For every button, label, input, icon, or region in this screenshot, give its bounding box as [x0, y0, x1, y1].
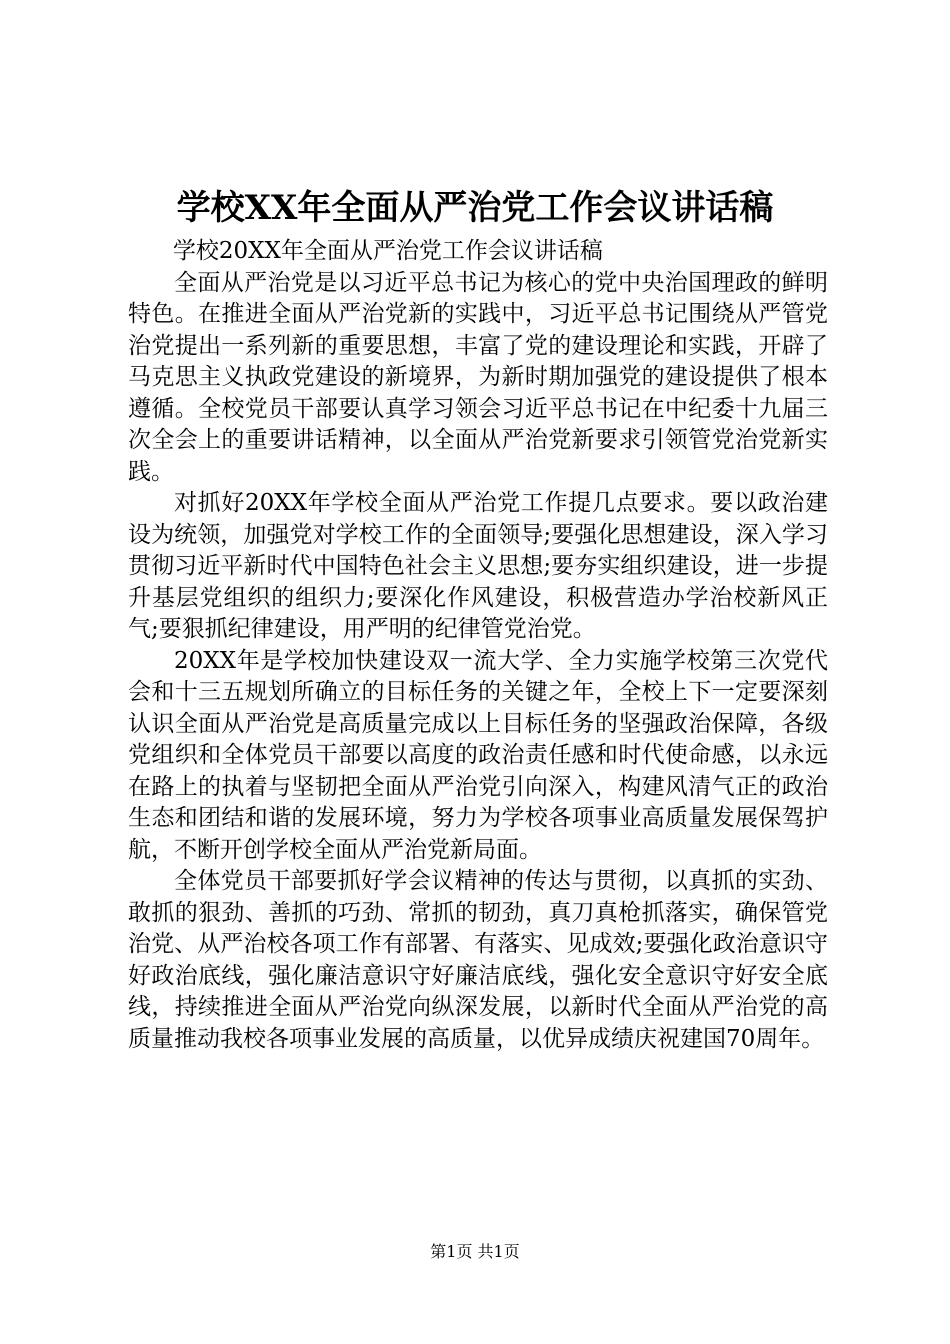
paragraph-3: 20XX年是学校加快建设双一流大学、全力实施学校第三次党代会和十三五规划所确立的目标任务的关键之年，全校上下一定要深刻认识全面从严治党是高质量完成以上目标任务的坚强政治保障，各级党组织和全体党员干部要以高度的政治责任感和时代使命感，以永远在路上的执着与坚韧把全面从严治党引向深入，构建风清气正的政治生态和团结和谐的发展环境，努力为学校各项事业高质量发展保驾护航，不断开创学校全面从严治党新局面。 — [128, 647, 828, 863]
document-subtitle: 学校20XX年全面从严治党工作会议讲话稿 — [172, 238, 603, 264]
paragraph-1: 全面从严治党是以习近平总书记为核心的党中央治国理政的鲜明特色。在推进全面从严治党新的实践中，习近平总书记围绕从严管党治党提出一系列新的重要思想，丰富了党的建设理论和实践，开辟了马克思主义执政党建设的新境界，为新时期加强党的建设提供了根本遵循。全校党员干部要认真学习领会习近平总书记在中纪委十九届三次全会上的重要讲话精神，以全面从严治党新要求引领管党治党新实践。 — [128, 269, 828, 485]
paragraph-4: 全体党员干部要抓好学会议精神的传达与贯彻，以真抓的实劲、敢抓的狠劲、善抓的巧劲、常抓的韧劲，真刀真枪抓落实，确保管党治党、从严治校各项工作有部署、有落实、见成效;要强化政治意识守好政治底线，强化廉洁意识守好廉洁底线，强化安全意识守好安全底线，持续推进全面从严治党向纵深发展，以新时代全面从严治党的高质量推动我校各项事业发展的高质量，以优异成绩庆祝建国70周年。 — [128, 868, 828, 1052]
document-title: 学校XX年全面从严治党工作会议讲话稿 — [176, 188, 774, 228]
page-footer: 第1页 共1页 — [430, 1242, 520, 1261]
paragraph-2: 对抓好20XX年学校全面从严治党工作提几点要求。要以政治建设为统领，加强党对学校工作的全面领导;要强化思想建设，深入学习贯彻习近平新时代中国特色社会主义思想;要夯实组织建设，进一步提升基层党组织的组织力;要深化作风建设，积极营造办学治校新风正气;要狠抓纪律建设，用严明的纪律管党治党。 — [128, 490, 828, 642]
document-body — [128, 236, 828, 1055]
